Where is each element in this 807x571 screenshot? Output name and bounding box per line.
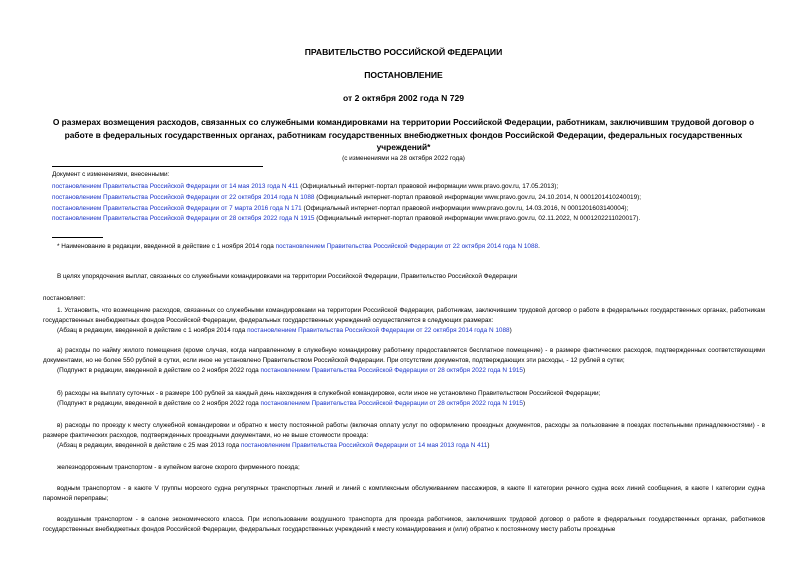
footnote-divider (52, 237, 103, 238)
document-type: ПОСТАНОВЛЕНИЕ (364, 70, 443, 80)
government-name: ПРАВИТЕЛЬСТВО РОССИЙСКОЙ ФЕДЕРАЦИИ (304, 47, 503, 57)
footnote-link[interactable]: постановлением Правительства Российской Федерации от 22 октября 2014 года N 1088 (275, 243, 539, 250)
subparagraph-b-link[interactable]: постановлением Правительства Российской Федерации от 28 октября 2022 года N 1915 (260, 400, 523, 407)
change-link[interactable]: постановлением Правительства Российской Федерации от 14 мая 2013 года N 411 (52, 183, 299, 190)
change-link[interactable]: постановлением Правительства Российской Федерации от 7 марта 2016 года N 171 (52, 205, 302, 212)
water-transport: водным транспортом - в каюте V группы морского судна регулярных транспортных линий и линий с комплексным обслуживанием пассажиров, в каюте II категории речного судна всех линий сообщения, в каюте I категории судна паромной переправы; (43, 485, 765, 502)
document-date: от 2 октября 2002 года N 729 (342, 93, 465, 103)
change-item (52, 215, 640, 223)
air-transport: воздушным транспортом - в салоне экономического класса. При использовании воздушного транспорта для проезда работников, заключивших трудовой договор о работе в федеральных государственных органах, работников государственных внебюджетных фондов Российской Федерации, федеральных государственных учреждений к месту командирования и (или) обратно к постоянному месту работы проездные (43, 516, 765, 533)
subparagraph-v: в) расходы по проезду к месту служебной командировки и обратно к месту постоянной работы (включая оплату услуг по оформлению проездных документов, расходы за пользование в поездах постельными принадлежностями) - в размере фактических расходов, подтвержденных проездными документами, но не выше стоимости проезда: (43, 422, 765, 439)
divider (52, 166, 263, 167)
paragraph-1-note: (Абзац в редакции, введенной в действие с 1 ноября 2014 года постановлением Правительства Российской Федерации от 22 октября 2014 года N 1088) (57, 327, 512, 334)
change-item (52, 194, 641, 202)
change-item (52, 183, 558, 191)
amendment-status: (с изменениями на 28 октября 2022 года) (342, 155, 465, 162)
rail-transport: железнодорожным транспортом - в купейном вагоне скорого фирменного поезда; (57, 464, 300, 471)
change-link[interactable]: постановлением Правительства Российской Федерации от 28 октября 2022 года N 1915 (52, 215, 315, 222)
change-source: (Официальный интернет-портал правовой информации www.pravo.gov.ru, 14.03.2016, N 0001201603140004); (301, 205, 629, 212)
subparagraph-v-link[interactable]: постановлением Правительства Российской Федерации от 14 мая 2013 года N 411 (240, 442, 488, 449)
changes-intro: Документ с изменениями, внесенными: (52, 171, 170, 178)
subparagraph-a-note: (Подпункт в редакции, введенной в действие со 2 ноября 2022 года постановлением Правительства Российской Федерации от 28 октября 2022 года N 1915) (57, 367, 526, 374)
footnote: * Наименование в редакции, введенной в действие с 1 ноября 2014 года постановлением Правительства Российской Федерации от 22 октября 2014 года N 1088. (57, 243, 540, 250)
decree-word: постановляет: (43, 295, 86, 302)
subparagraph-b-note: (Подпункт в редакции, введенной в действие со 2 ноября 2022 года постановлением Правительства Российской Федерации от 28 октября 2022 года N 1915) (57, 400, 526, 407)
paragraph-1: 1. Установить, что возмещение расходов, связанных со служебными командировками на территории Российской Федерации, работникам, заключившим трудовой договор о работе в федеральных государственных органах, работникам государственных внебюджетных фондов Российской Федерации, федеральных государственных учреждений осуществляется в следующих размерах: (43, 307, 765, 324)
subparagraph-a-link[interactable]: постановлением Правительства Российской Федерации от 28 октября 2022 года N 1915 (260, 367, 523, 374)
paragraph-1-link[interactable]: постановлением Правительства Российской Федерации от 22 октября 2014 года N 1088 (247, 327, 510, 334)
change-source: (Официальный интернет-портал правовой информации www.pravo.gov.ru, 24.10.2014, N 0001201410240019); (314, 194, 642, 201)
change-source: (Официальный интернет-портал правовой информации www.pravo.gov.ru, 02.11.2022, N 0001202211020017). (314, 215, 641, 222)
change-item (52, 205, 628, 213)
preamble: В целях упорядочения выплат, связанных со служебными командировками на территории Российской Федерации, Правительство Российской Федерации (57, 273, 518, 280)
document-title: О размерах возмещения расходов, связанных со служебными командировками на территории Российской Федерации, работникам, заключившим трудовой договор о работе в федеральных государственных органах, работникам государственных внебюджетных фондов Российской Федерации, федеральных государственных учреждений* (52, 117, 755, 152)
change-link[interactable]: постановлением Правительства Российской Федерации от 22 октября 2014 года N 1088 (52, 194, 315, 201)
subparagraph-a: а) расходы по найму жилого помещения (кроме случая, когда направленному в служебную командировку работнику предоставляется бесплатное помещение) - в размере фактических расходов, подтвержденных соответствующими документами, но не более 550 рублей в сутки, если иное не установлено Правительством Российской Федерации. При отсутствии документов, подтверждающих эти расходы, - 12 рублей в сутки; (43, 347, 765, 364)
subparagraph-b: б) расходы на выплату суточных - в размере 100 рублей за каждый день нахождения в служебной командировке, если иное не установлено Правительством Российской Федерации; (57, 390, 601, 397)
subparagraph-v-note: (Абзац в редакции, введенной в действие с 25 мая 2013 года постановлением Правительства Российской Федерации от 14 мая 2013 года N 411) (57, 442, 490, 449)
change-source: (Официальный интернет-портал правовой информации www.pravo.gov.ru, 17.05.2013); (298, 183, 559, 190)
